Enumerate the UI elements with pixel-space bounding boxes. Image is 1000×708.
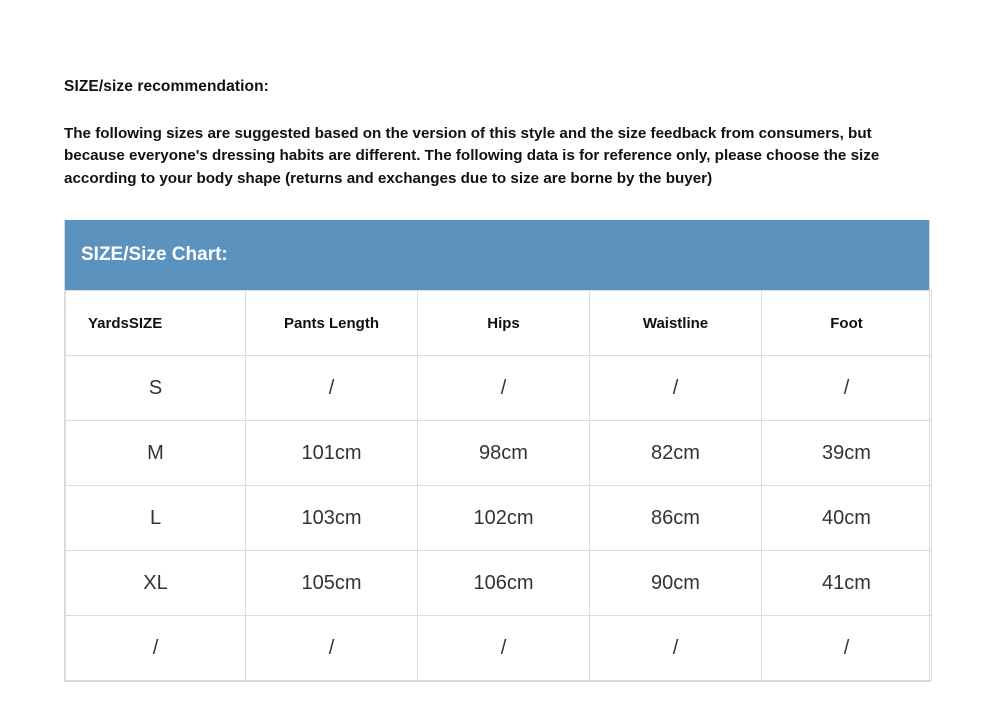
cell-waistline: 86cm (590, 486, 762, 551)
cell-foot: 41cm (762, 551, 932, 616)
table-title-bar: SIZE/Size Chart: (65, 220, 929, 290)
cell-hips: 102cm (418, 486, 590, 551)
intro-paragraph: The following sizes are suggested based on the version of this style and the size feedback from consumers, but because everyone's dressing habits are different. The following data is for reference only, please choose the size according to your body shape (returns and exchanges due to size are borne by the buyer) (64, 125, 880, 187)
cell-size: L (66, 486, 246, 551)
cell-pants-length: 105cm (246, 551, 418, 616)
column-header-pants-length: Pants Length (246, 291, 418, 356)
table-row (66, 486, 932, 551)
column-header-hips: Hips (418, 291, 590, 356)
cell-foot: / (762, 356, 932, 421)
table-body (66, 356, 932, 681)
cell-waistline: / (590, 616, 762, 681)
cell-pants-length: / (246, 356, 418, 421)
cell-waistline: 90cm (590, 551, 762, 616)
cell-pants-length: 101cm (246, 421, 418, 486)
cell-size: / (66, 616, 246, 681)
size-chart-table-container (64, 220, 930, 682)
column-header-foot: Foot (762, 291, 932, 356)
cell-waistline: / (590, 356, 762, 421)
column-header-yards-size: YardsSIZE (66, 291, 246, 356)
cell-hips: 98cm (418, 421, 590, 486)
table-row (66, 356, 932, 421)
table-row (66, 421, 932, 486)
cell-size: S (66, 356, 246, 421)
column-header-waistline: Waistline (590, 291, 762, 356)
cell-foot: 39cm (762, 421, 932, 486)
cell-foot: / (762, 616, 932, 681)
cell-hips: / (418, 616, 590, 681)
size-chart-table (65, 290, 932, 681)
cell-waistline: 82cm (590, 421, 762, 486)
cell-hips: 106cm (418, 551, 590, 616)
cell-hips: / (418, 356, 590, 421)
cell-size: M (66, 421, 246, 486)
table-row (66, 616, 932, 681)
table-header-row (66, 291, 932, 356)
page-title: SIZE/size recommendation: (64, 78, 269, 95)
table-header (66, 291, 932, 356)
cell-pants-length: / (246, 616, 418, 681)
cell-foot: 40cm (762, 486, 932, 551)
cell-size: XL (66, 551, 246, 616)
table-row (66, 551, 932, 616)
cell-pants-length: 103cm (246, 486, 418, 551)
